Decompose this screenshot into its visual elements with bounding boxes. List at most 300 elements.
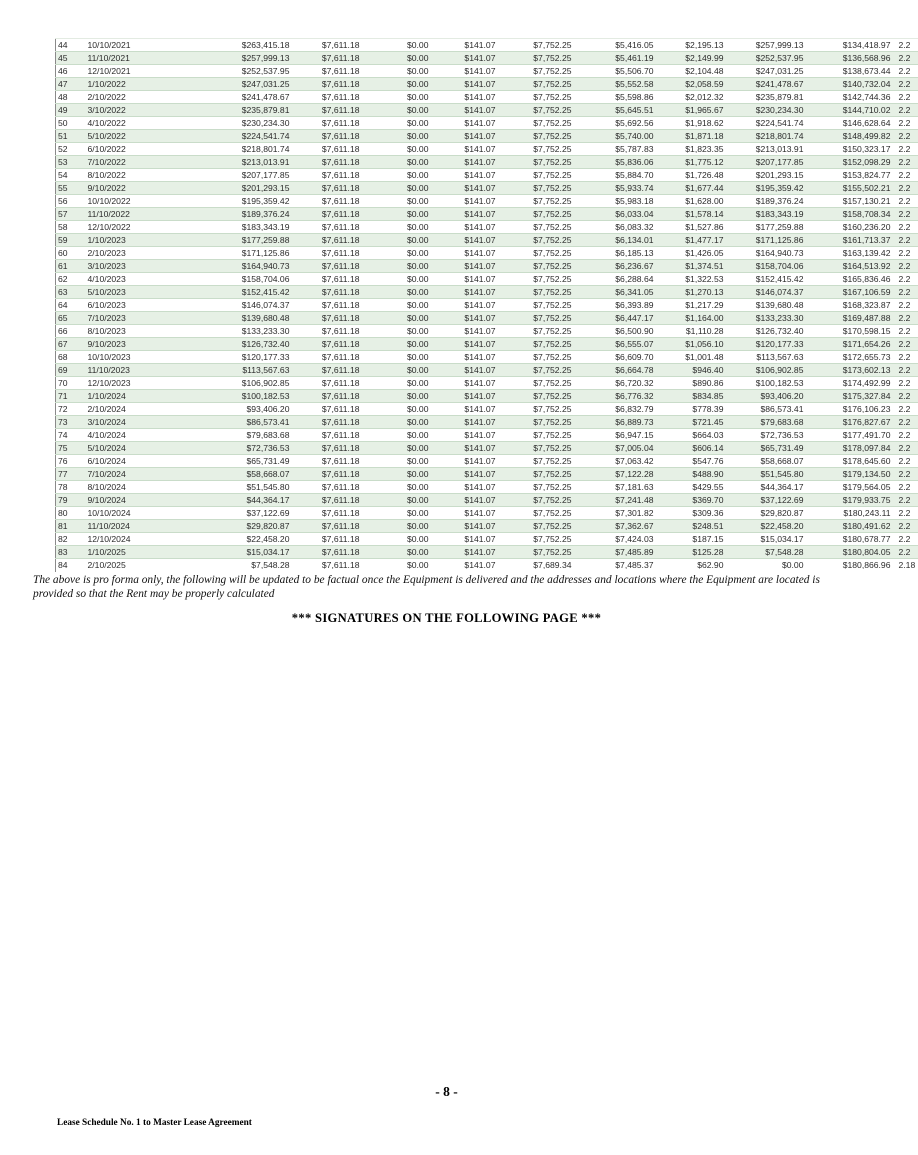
table-cell: $141.07 [432, 416, 499, 429]
table-cell: $230,234.30 [186, 117, 293, 130]
table-cell: $721.45 [657, 416, 727, 429]
table-cell: $178,097.84 [807, 442, 894, 455]
table-cell: $141.07 [432, 247, 499, 260]
table-cell: $141.07 [432, 39, 499, 52]
table-cell: 53 [56, 156, 86, 169]
table-cell: $171,125.86 [186, 247, 293, 260]
table-cell: $5,506.70 [575, 65, 657, 78]
table-cell: $7,485.89 [575, 546, 657, 559]
table-cell: $141.07 [432, 468, 499, 481]
table-cell: $7,548.28 [186, 559, 293, 572]
table-cell: 75 [56, 442, 86, 455]
table-cell: $7,611.18 [293, 403, 363, 416]
table-cell: $7,611.18 [293, 156, 363, 169]
table-cell: 2.2 [894, 65, 918, 78]
table-cell: $0.00 [363, 507, 432, 520]
table-cell: $152,415.42 [727, 273, 807, 286]
table-row [56, 117, 918, 130]
table-cell: $141.07 [432, 481, 499, 494]
table-cell: $247,031.25 [186, 78, 293, 91]
table-cell: $5,645.51 [575, 104, 657, 117]
table-cell: 60 [56, 247, 86, 260]
table-cell: $146,074.37 [186, 299, 293, 312]
table-cell: $79,683.68 [186, 429, 293, 442]
table-cell: $7,611.18 [293, 416, 363, 429]
table-cell: $86,573.41 [186, 416, 293, 429]
table-cell: $51,545.80 [727, 468, 807, 481]
table-row [56, 468, 918, 481]
table-cell: 2.2 [894, 143, 918, 156]
table-cell: $7,611.18 [293, 312, 363, 325]
table-cell: $7,752.25 [499, 39, 575, 52]
table-cell: $141.07 [432, 78, 499, 91]
table-row [56, 338, 918, 351]
table-cell: $7,752.25 [499, 416, 575, 429]
table-cell: $6,185.13 [575, 247, 657, 260]
table-cell: $157,130.21 [807, 195, 894, 208]
table-cell: $0.00 [363, 338, 432, 351]
table-cell: $0.00 [363, 195, 432, 208]
table-cell: 5/10/2024 [86, 442, 186, 455]
table-row [56, 481, 918, 494]
table-cell: $138,673.44 [807, 65, 894, 78]
table-cell: $6,664.78 [575, 364, 657, 377]
table-cell: $141.07 [432, 507, 499, 520]
table-cell: $178,645.60 [807, 455, 894, 468]
table-cell: $5,836.06 [575, 156, 657, 169]
table-row [56, 429, 918, 442]
table-cell: $7,611.18 [293, 104, 363, 117]
table-cell: $0.00 [363, 39, 432, 52]
table-cell: $176,106.23 [807, 403, 894, 416]
table-cell: 2/10/2025 [86, 559, 186, 572]
table-cell: 2.2 [894, 325, 918, 338]
table-cell: 9/10/2023 [86, 338, 186, 351]
table-cell: $141.07 [432, 403, 499, 416]
table-cell: $218,801.74 [186, 143, 293, 156]
table-cell: $7,752.25 [499, 325, 575, 338]
table-cell: $183,343.19 [186, 221, 293, 234]
table-cell: $224,541.74 [186, 130, 293, 143]
table-cell: 2.2 [894, 208, 918, 221]
table-cell: 5/10/2023 [86, 286, 186, 299]
table-cell: $7,752.25 [499, 169, 575, 182]
table-cell: 2.2 [894, 455, 918, 468]
table-cell: $7,424.03 [575, 533, 657, 546]
table-cell: 7/10/2024 [86, 468, 186, 481]
table-cell: $7,611.18 [293, 286, 363, 299]
table-cell: $0.00 [363, 494, 432, 507]
table-cell: $113,567.63 [727, 351, 807, 364]
table-cell: $5,933.74 [575, 182, 657, 195]
table-cell: $7,752.25 [499, 299, 575, 312]
table-cell: 2.2 [894, 169, 918, 182]
table-cell: 48 [56, 91, 86, 104]
table-cell: 11/10/2022 [86, 208, 186, 221]
table-cell: $142,744.36 [807, 91, 894, 104]
table-cell: $141.07 [432, 338, 499, 351]
table-cell: 59 [56, 234, 86, 247]
table-cell: $1,270.13 [657, 286, 727, 299]
table-row [56, 39, 918, 52]
table-cell: $183,343.19 [727, 208, 807, 221]
table-cell: 84 [56, 559, 86, 572]
signatures-notice: *** SIGNATURES ON THE FOLLOWING PAGE *** [291, 611, 602, 625]
table-cell: $1,426.05 [657, 247, 727, 260]
table-cell: $160,236.20 [807, 221, 894, 234]
table-cell: $180,491.62 [807, 520, 894, 533]
table-cell: $7,752.25 [499, 429, 575, 442]
table-cell: 2.2 [894, 260, 918, 273]
table-cell: $2,012.32 [657, 91, 727, 104]
table-cell: $139,680.48 [186, 312, 293, 325]
table-cell: $113,567.63 [186, 364, 293, 377]
table-row [56, 78, 918, 91]
table-cell: 2.2 [894, 468, 918, 481]
table-cell: $2,149.99 [657, 52, 727, 65]
table-cell: $5,692.56 [575, 117, 657, 130]
table-cell: 69 [56, 364, 86, 377]
table-cell: 58 [56, 221, 86, 234]
table-cell: 2.2 [894, 247, 918, 260]
table-cell: $6,947.15 [575, 429, 657, 442]
table-cell: 61 [56, 260, 86, 273]
table-cell: $7,689.34 [499, 559, 575, 572]
table-cell: $5,461.19 [575, 52, 657, 65]
table-cell: $65,731.49 [727, 442, 807, 455]
table-cell: $7,752.25 [499, 195, 575, 208]
table-cell: $7,752.25 [499, 533, 575, 546]
table-cell: $1,965.67 [657, 104, 727, 117]
table-cell: 78 [56, 481, 86, 494]
table-cell: $0.00 [363, 546, 432, 559]
table-cell: $7,752.25 [499, 78, 575, 91]
table-cell: $5,598.86 [575, 91, 657, 104]
table-cell: 9/10/2024 [86, 494, 186, 507]
table-cell: $7,611.18 [293, 260, 363, 273]
table-cell: $7,611.18 [293, 182, 363, 195]
table-cell: $7,752.25 [499, 221, 575, 234]
table-cell: $7,611.18 [293, 442, 363, 455]
table-cell: $6,889.73 [575, 416, 657, 429]
table-cell: $141.07 [432, 559, 499, 572]
table-cell: $7,752.25 [499, 442, 575, 455]
table-cell: 2.2 [894, 416, 918, 429]
table-cell: $0.00 [363, 390, 432, 403]
table-cell: $252,537.95 [186, 65, 293, 78]
table-cell: $890.86 [657, 377, 727, 390]
table-cell: $189,376.24 [727, 195, 807, 208]
table-cell: $0.00 [363, 130, 432, 143]
table-cell: $141.07 [432, 442, 499, 455]
table-cell: 2.2 [894, 182, 918, 195]
table-cell: $62.90 [657, 559, 727, 572]
table-cell: 2/10/2024 [86, 403, 186, 416]
table-row [56, 377, 918, 390]
table-row [56, 247, 918, 260]
table-cell: $0.00 [363, 351, 432, 364]
table-cell: 67 [56, 338, 86, 351]
table-cell: $179,564.05 [807, 481, 894, 494]
table-cell: $257,999.13 [727, 39, 807, 52]
table-cell: $152,098.29 [807, 156, 894, 169]
table-cell: 2.2 [894, 117, 918, 130]
amortization-schedule-table [55, 38, 918, 572]
table-cell: 1/10/2022 [86, 78, 186, 91]
table-cell: $7,005.04 [575, 442, 657, 455]
table-cell: 72 [56, 403, 86, 416]
table-cell: $189,376.24 [186, 208, 293, 221]
table-cell: 57 [56, 208, 86, 221]
table-cell: $207,177.85 [186, 169, 293, 182]
table-cell: 6/10/2024 [86, 455, 186, 468]
table-cell: $7,752.25 [499, 130, 575, 143]
table-cell: $0.00 [363, 520, 432, 533]
table-cell: $7,611.18 [293, 520, 363, 533]
table-cell: $1,775.12 [657, 156, 727, 169]
table-cell: $7,752.25 [499, 351, 575, 364]
table-cell: 11/10/2023 [86, 364, 186, 377]
table-cell: $7,752.25 [499, 403, 575, 416]
table-cell: $5,552.58 [575, 78, 657, 91]
table-cell: 12/10/2021 [86, 65, 186, 78]
table-cell: 54 [56, 169, 86, 182]
table-cell: $29,820.87 [186, 520, 293, 533]
table-row [56, 494, 918, 507]
table-cell: 6/10/2022 [86, 143, 186, 156]
table-row [56, 208, 918, 221]
table-cell: $0.00 [363, 104, 432, 117]
table-cell: $175,327.84 [807, 390, 894, 403]
table-cell: $7,611.18 [293, 481, 363, 494]
table-cell: $141.07 [432, 364, 499, 377]
table-cell: $7,611.18 [293, 143, 363, 156]
table-cell: $141.07 [432, 143, 499, 156]
table-cell: $7,752.25 [499, 234, 575, 247]
table-cell: $5,787.83 [575, 143, 657, 156]
table-cell: $248.51 [657, 520, 727, 533]
table-cell: $58,668.07 [186, 468, 293, 481]
table-cell: $86,573.41 [727, 403, 807, 416]
table-cell: $141.07 [432, 455, 499, 468]
table-cell: 2.2 [894, 507, 918, 520]
table-cell: $7,752.25 [499, 117, 575, 130]
table-cell: $180,866.96 [807, 559, 894, 572]
table-cell: $7,611.18 [293, 494, 363, 507]
table-cell: 2.2 [894, 312, 918, 325]
table-cell: 51 [56, 130, 86, 143]
table-cell: $174,492.99 [807, 377, 894, 390]
table-cell: 1/10/2024 [86, 390, 186, 403]
table-cell: $0.00 [363, 442, 432, 455]
table-row [56, 403, 918, 416]
table-cell: $144,710.02 [807, 104, 894, 117]
table-row [56, 234, 918, 247]
table-cell: 2.2 [894, 299, 918, 312]
table-cell: $218,801.74 [727, 130, 807, 143]
table-cell: $7,611.18 [293, 65, 363, 78]
table-row [56, 156, 918, 169]
table-cell: $0.00 [363, 52, 432, 65]
table-row [56, 91, 918, 104]
table-cell: 8/10/2024 [86, 481, 186, 494]
table-cell: $1,374.51 [657, 260, 727, 273]
table-cell: $6,341.05 [575, 286, 657, 299]
table-cell: $6,500.90 [575, 325, 657, 338]
table-row [56, 351, 918, 364]
table-cell: $141.07 [432, 377, 499, 390]
table-cell: $176,827.67 [807, 416, 894, 429]
table-cell: $167,106.59 [807, 286, 894, 299]
table-cell: 4/10/2022 [86, 117, 186, 130]
table-cell: $51,545.80 [186, 481, 293, 494]
table-cell: $213,013.91 [727, 143, 807, 156]
table-row [56, 520, 918, 533]
table-cell: $187.15 [657, 533, 727, 546]
table-cell: $148,499.82 [807, 130, 894, 143]
table-cell: $15,034.17 [186, 546, 293, 559]
table-cell: 81 [56, 520, 86, 533]
table-cell: $7,611.18 [293, 208, 363, 221]
table-cell: 1/10/2023 [86, 234, 186, 247]
table-cell: $7,611.18 [293, 299, 363, 312]
table-row [56, 195, 918, 208]
table-cell: $134,418.97 [807, 39, 894, 52]
table-cell: $106,902.85 [727, 364, 807, 377]
table-cell: $79,683.68 [727, 416, 807, 429]
table-cell: $165,836.46 [807, 273, 894, 286]
table-cell: $177,491.70 [807, 429, 894, 442]
table-cell: $44,364.17 [727, 481, 807, 494]
table-cell: $0.00 [363, 455, 432, 468]
table-cell: $72,736.53 [727, 429, 807, 442]
table-row [56, 169, 918, 182]
table-cell: $120,177.33 [727, 338, 807, 351]
table-cell: $778.39 [657, 403, 727, 416]
table-cell: $0.00 [363, 78, 432, 91]
table-cell: $1,110.28 [657, 325, 727, 338]
table-cell: $44,364.17 [186, 494, 293, 507]
table-cell: $0.00 [363, 429, 432, 442]
table-cell: $179,933.75 [807, 494, 894, 507]
table-cell: $141.07 [432, 520, 499, 533]
table-cell: 10/10/2024 [86, 507, 186, 520]
table-cell: $37,122.69 [186, 507, 293, 520]
table-cell: $6,776.32 [575, 390, 657, 403]
table-cell: 3/10/2023 [86, 260, 186, 273]
table-cell: 45 [56, 52, 86, 65]
table-cell: $1,322.53 [657, 273, 727, 286]
table-cell: $100,182.53 [186, 390, 293, 403]
table-cell: $0.00 [363, 364, 432, 377]
table-cell: $235,879.81 [727, 91, 807, 104]
table-cell: $7,611.18 [293, 169, 363, 182]
table-row [56, 364, 918, 377]
table-cell: $180,678.77 [807, 533, 894, 546]
table-cell: $0.00 [363, 221, 432, 234]
table-cell: 2.2 [894, 91, 918, 104]
table-cell: $152,415.42 [186, 286, 293, 299]
table-cell: $369.70 [657, 494, 727, 507]
table-cell: 73 [56, 416, 86, 429]
table-cell: 56 [56, 195, 86, 208]
table-cell: $195,359.42 [727, 182, 807, 195]
table-cell: $158,708.34 [807, 208, 894, 221]
table-cell: $1,477.17 [657, 234, 727, 247]
table-cell: $172,655.73 [807, 351, 894, 364]
table-cell: $7,611.18 [293, 78, 363, 91]
table-cell: $136,568.96 [807, 52, 894, 65]
table-row [56, 260, 918, 273]
table-cell: $1,217.29 [657, 299, 727, 312]
table-cell: $141.07 [432, 234, 499, 247]
table-cell: $141.07 [432, 195, 499, 208]
table-cell: 68 [56, 351, 86, 364]
table-cell: $7,611.18 [293, 390, 363, 403]
table-cell: $141.07 [432, 546, 499, 559]
table-cell: 10/10/2021 [86, 39, 186, 52]
table-cell: $5,740.00 [575, 130, 657, 143]
table-cell: $141.07 [432, 351, 499, 364]
table-row [56, 390, 918, 403]
table-row [56, 130, 918, 143]
table-cell: $146,074.37 [727, 286, 807, 299]
table-cell: $141.07 [432, 286, 499, 299]
table-cell: 2.2 [894, 338, 918, 351]
table-cell: $0.00 [363, 403, 432, 416]
table-cell: $141.07 [432, 429, 499, 442]
table-cell: 77 [56, 468, 86, 481]
table-cell: 11/10/2024 [86, 520, 186, 533]
table-cell: $1,001.48 [657, 351, 727, 364]
table-cell: $6,555.07 [575, 338, 657, 351]
table-cell: $141.07 [432, 104, 499, 117]
table-cell: 12/10/2024 [86, 533, 186, 546]
table-cell: $7,752.25 [499, 455, 575, 468]
table-cell: 8/10/2023 [86, 325, 186, 338]
table-cell: $141.07 [432, 325, 499, 338]
table-cell: 2.2 [894, 364, 918, 377]
table-cell: $155,502.21 [807, 182, 894, 195]
table-cell: $161,713.37 [807, 234, 894, 247]
table-cell: $7,548.28 [727, 546, 807, 559]
table-cell: $664.03 [657, 429, 727, 442]
table-cell: $7,485.37 [575, 559, 657, 572]
table-cell: $0.00 [363, 65, 432, 78]
table-row [56, 312, 918, 325]
table-cell: $0.00 [363, 247, 432, 260]
table-cell: $164,940.73 [186, 260, 293, 273]
table-cell: $180,243.11 [807, 507, 894, 520]
table-cell: $241,478.67 [186, 91, 293, 104]
table-cell: $0.00 [363, 377, 432, 390]
table-cell: $1,164.00 [657, 312, 727, 325]
table-cell: $7,752.25 [499, 247, 575, 260]
table-cell: $7,611.18 [293, 234, 363, 247]
table-cell: $171,654.26 [807, 338, 894, 351]
table-cell: $488.90 [657, 468, 727, 481]
table-cell: $179,134.50 [807, 468, 894, 481]
table-cell: 2.2 [894, 403, 918, 416]
table-row [56, 182, 918, 195]
table-cell: $133,233.30 [727, 312, 807, 325]
table-cell: $0.00 [363, 234, 432, 247]
table-cell: $65,731.49 [186, 455, 293, 468]
table-cell: 76 [56, 455, 86, 468]
table-cell: $106,902.85 [186, 377, 293, 390]
table-cell: 70 [56, 377, 86, 390]
table-cell: $141.07 [432, 533, 499, 546]
